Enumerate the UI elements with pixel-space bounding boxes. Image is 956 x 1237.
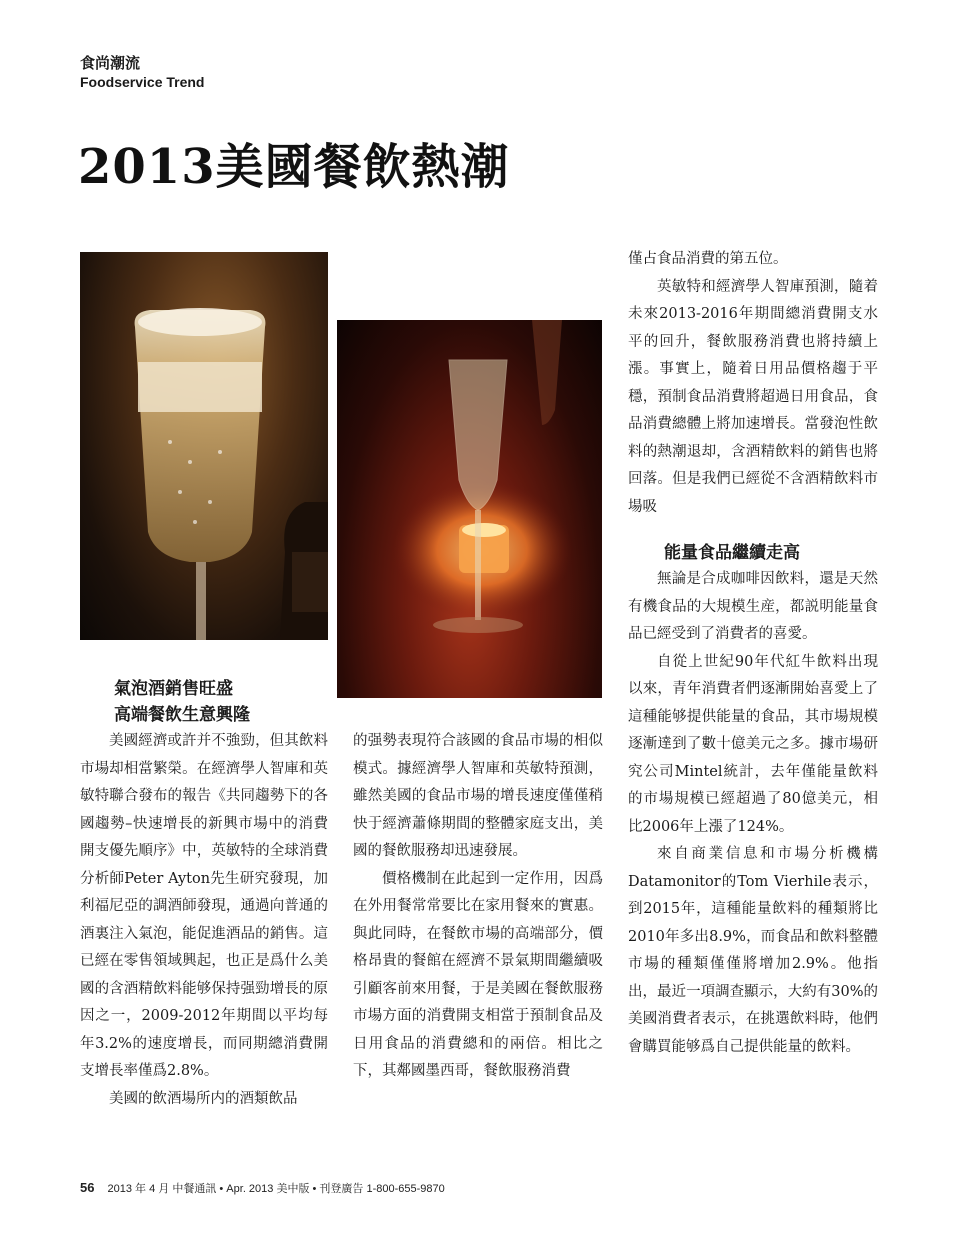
candle-glass-photo [337,320,602,698]
column-3 [628,246,878,521]
paragraph: 美國經濟或許并不強勁，但其飲料市場却相當繁榮。在經濟學人智庫和英敏特聯合發布的報告《共同趨勢下的各國趨勢–快速增長的新興市場中的消費開支優先順序》中，英敏特的全球消費分析師Peter Ayton先生研究發現，加利福尼亞的調酒師發現，通過向普通的酒裏注入氣泡，能促進酒品的銷售。這已經在零售領域興起，也正是爲什么美國的含酒精飲料能够保持强勁增長的原因之一，2009-2012年期間以平均每年3.2%的速度增長，而同期總消費開支增長率僅爲2.8%。 [80,733,328,1079]
page-footer [80,1180,445,1196]
column-3-continued [628,566,878,1061]
paragraph: 無論是合成咖啡因飲料，還是天然有機食品的大規模生産，都説明能量食品已經受到了消費者的喜愛。 [628,571,878,642]
paragraph: 美國的飲酒場所内的酒類飲品 [109,1090,298,1107]
column-2 [353,728,603,1086]
article-title: 2013美國餐飲熱潮 [78,139,510,195]
footer-text: 2013 年 4 月 中餐通訊 • Apr. 2013 美中版 • 刊登廣告 1-800-655-9870 [107,1183,445,1195]
subheading-line1: 氣泡酒銷售旺盛 [114,679,233,699]
paragraph: 自從上世紀90年代紅牛飲料出現以來，青年消費者們逐漸開始喜愛上了這種能够提供能量的食品，其市場規模逐漸達到了數十億美元之多。據市場研究公司Mintel統計，去年僅能量飲料的市場規模已經超過了80億美元，相比2006年上漲了124%。 [628,653,878,835]
paragraph: 英敏特和經濟學人智庫預測，隨着未來2013-2016年期間總消費開支水平的回升，餐飲服務消費也將持續上漲。事實上，隨着日用品價格趨于平穩，預制食品消費將超過日用食品，食品消費總體上將加速增長。當發泡性飲料的熱潮退却，含酒精飲料的銷售也將回落。但是我們已經從不含酒精飲料市場吸 [628,278,878,515]
paragraph: 來自商業信息和市場分析機構Datamonitor的Tom Vierhile表示，到2015年，這種能量飲料的種類將比2010年多出8.9%，而食品和飲料整體市場的種類僅僅將增加2.9%。他指出，最近一項調查顯示，大約有30%的美國消費者表示，在挑選飲料時，他們會購買能够爲自己提供能量的飲料。 [628,846,878,1055]
champagne-glass-photo [80,252,328,640]
section-label-en: Foodservice Trend [80,74,205,90]
paragraph: 的强勢表現符合該國的食品市場的相似模式。據經濟學人智庫和英敏特預測，雖然美國的食品市場的增長速度僅僅稍快于經濟蕭條期間的整體家庭支出，美國的餐飲服務却迅速發展。 [353,733,603,859]
subheading-sparkling-wine [114,676,250,728]
subheading-energy-food: 能量食品繼續走高 [664,543,800,563]
paragraph: 價格機制在此起到一定作用，因爲在外用餐常常要比在家用餐來的實惠。與此同時，在餐飲市場的高端部分，價格昂貴的餐館在經濟不景氣期間繼續吸引顧客前來用餐，于是美國在餐飲服務市場方面的消費開支相當于預制食品及日用食品的消費總和的兩倍。相比之下，其鄰國墨西哥，餐飲服務消費 [353,870,603,1079]
subheading-line2: 高端餐飲生意興隆 [114,705,250,725]
page-number: 56 [80,1180,95,1195]
column-1 [80,728,328,1113]
section-label-zh: 食尚潮流 [80,54,141,72]
paragraph: 僅占食品消費的第五位。 [628,251,788,267]
